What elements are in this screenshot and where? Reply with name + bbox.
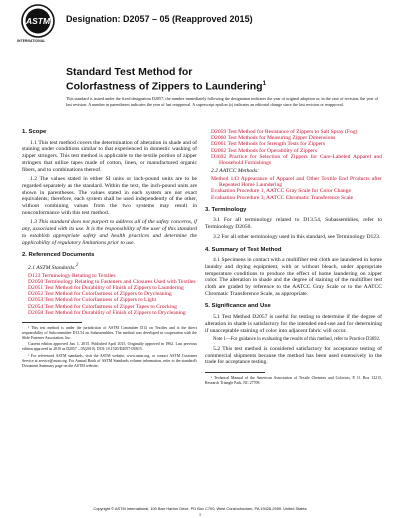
footnote-3: ³ Technical Manual of the American Association of Textile Chemists and Colorists, P. O. Box 12215, Research Triangle Park, NC 27709. [205,376,382,385]
page-number: 1 [198,512,202,517]
section-2-heading: 2. Referenced Documents [22,252,95,259]
copyright-footer: Copyright © ASTM International, 100 Barr Harbor Drive, PO Box C700, West Conshohocken, PA 19428-2959. United States [93,506,307,511]
title-line2: Colorfastness of Zippers to Laundering$^1$ [66,80,266,93]
ref-link[interactable]: D2050 Terminology Relating to Fasteners and Closures Used with Textiles [28,278,196,285]
aatcc-methods-label: 2.2 AATCC Methods: [211,168,260,175]
section-1-heading: 1. Scope [22,129,47,135]
logo-caption: INTERNATIONAL [17,39,46,43]
title-footnote-ref: 1 [262,81,266,87]
ref-link[interactable]: D3692 Practice for Selection of Zippers for Care-Labeled Apparel and Household Furnishings [211,153,382,167]
footnote-rule [22,322,82,323]
ref-link[interactable]: D2053 Test Method for Colorfastness of Zippers to Light [28,297,157,304]
aatcc-link[interactable]: Evaluation Procedure 3, AATCC Chromatic Transference Scale [211,194,354,201]
section-5-heading: 5. Significance and Use [205,303,271,310]
footnote-1: ¹ This test method is under the jurisdiction of ASTM Committee D13 on Textiles and is the direct responsibility of Subcommittee D13.54 on Subassemblies. The method was developed in cooperation with the Slide Fastener Association, Inc. [22,325,197,340]
para-5-2: 5.2 This test method is considered satisfactory for acceptance testing of commercial shipments because the method has been used extensively in the trade for acceptance testing. [205,346,382,366]
ref-link[interactable]: D2052 Test Method for Colorfastness of Zippers to Drycleaning [28,291,172,298]
footnote-1-edition: Current edition approved Jan. 1, 2015. Published April 2015. Originally approved in 1962. Last previous edition approved in 2010 as D2057 – 05(2010). DOI: 10.1520/D2057-05R15. [22,342,197,352]
ref-link[interactable]: D2054 Test Method for Colorfastness of Zipper Tapes to Crocking [28,303,177,310]
para-5-1: 5.1 Test Method D2057 is useful for testing to determine if the degree of alteration in shade is satisfactory for the intended end-use and for determining if unacceptable staining of color into adjacent fabric will occur. [205,314,382,334]
para-1-1: 1.1 This test method covers the determination of alteration in shade and of staining under conditions similar to that experienced in domestic washing of zipper stringers. This test method is applicable to the textile portion of zipper stringers that utilize tapes made of cotton, linen, or manufactured organic fibers, and to combinations thereof. [22,139,197,173]
designation: Designation: D2057 – 05 (Reapproved 2015) [66,14,253,24]
astm-logo [21,4,55,38]
title-line1: Standard Test Method for [66,66,193,78]
note-1: Note 1—For guidance in evaluating the results of this method, refer to Practice D3692. [213,337,381,343]
right-column [205,129,382,388]
ref-link[interactable]: D2061 Test Methods for Strength Tests for Zippers [211,141,326,148]
ref-link[interactable]: D2051 Test Method for Durability of Finish of Zippers to Laundering [28,284,184,291]
aatcc-link[interactable]: Method 143 Appearance of Apparel and Other Textile End Products after Repeated Home Laundering [211,175,382,189]
left-column [22,129,197,370]
page-title [66,66,386,93]
para-4-1: 4.1 Specimens in contact with a multifiber test cloth are laundered in home laundry and drying equipment, with or without bleach, under appropriate temperature conditions to produce the effect of home laundering on zipper color. The alteration in shade and the degree of staining of the multifiber test cloth are graded by reference to the AATCC Gray Scale or to the AATCC Chromatic Transference Scale, as appropriate. [205,257,382,297]
footnote-rule [205,372,265,373]
para-3-1: 3.1 For all terminology related to D13.54, Subassemblies, refer to Terminology D2050. [205,217,382,231]
aatcc-link[interactable]: Evaluation Procedure 1, AATCC Gray Scale for Color Change [211,188,351,195]
section-3-heading: 3. Terminology [205,206,247,213]
standard-notice: This standard is issued under the fixed designation D2057; the number immediately following the designation indicates the year of original adoption or, in the case of revision, the year of last revision. A number in parentheses indicates the year of last reapproval. A superscript epsilon (ε) indicates an editorial change since the last revision or reapproval. [66,96,379,107]
ref-link[interactable]: D2060 Test Methods for Measuring Zipper Dimensions [211,135,336,142]
ref-link[interactable]: D2058 Test Method for Durability of Finish of Zippers to Drycleaning [28,309,186,316]
section-4-heading: 4. Summary of Test Method [205,246,282,253]
ref-link[interactable]: D123 Terminology Relating to Textiles [28,272,116,279]
ref-link[interactable]: D2059 Test Method for Resistance of Zippers to Salt Spray (Fog) [211,129,358,135]
svg-text:ASTM: ASTM [25,16,51,26]
para-1-3: 1.3 This standard does not purport to address all of the safety concerns, if any, associated with its use. It is the responsibility of the user of this standard to establish appropriate safety and health practices and determine the applicability of regulatory limitations prior to use. [22,219,197,246]
para-1-2: 1.2 The values stated in either SI units or inch-pound units are to be regarded separately as the standard. Within the text, the inch-pound units are shown in parentheses. The values stated in each system are not exact equivalents; therefore, each system shall be used independently of the other, without combining values from the two systems may result in nonconformance with this test method. [22,176,197,216]
para-3-2: 3.2 For all other terminology used in this standard, see Terminology D123. [213,233,381,240]
ref-link[interactable]: D2062 Test Methods for Operability of Zippers [211,147,318,154]
astm-standards-label: 2.1 ASTM Standards:$^2$ [28,262,79,271]
footnote-2: ² For referenced ASTM standards, visit the ASTM website, www.astm.org, or contact ASTM Customer Service at service@astm.org. For Annual Book of ASTM Standards volume information, refer to the standard's Document Summary page on the ASTM website. [22,353,197,368]
